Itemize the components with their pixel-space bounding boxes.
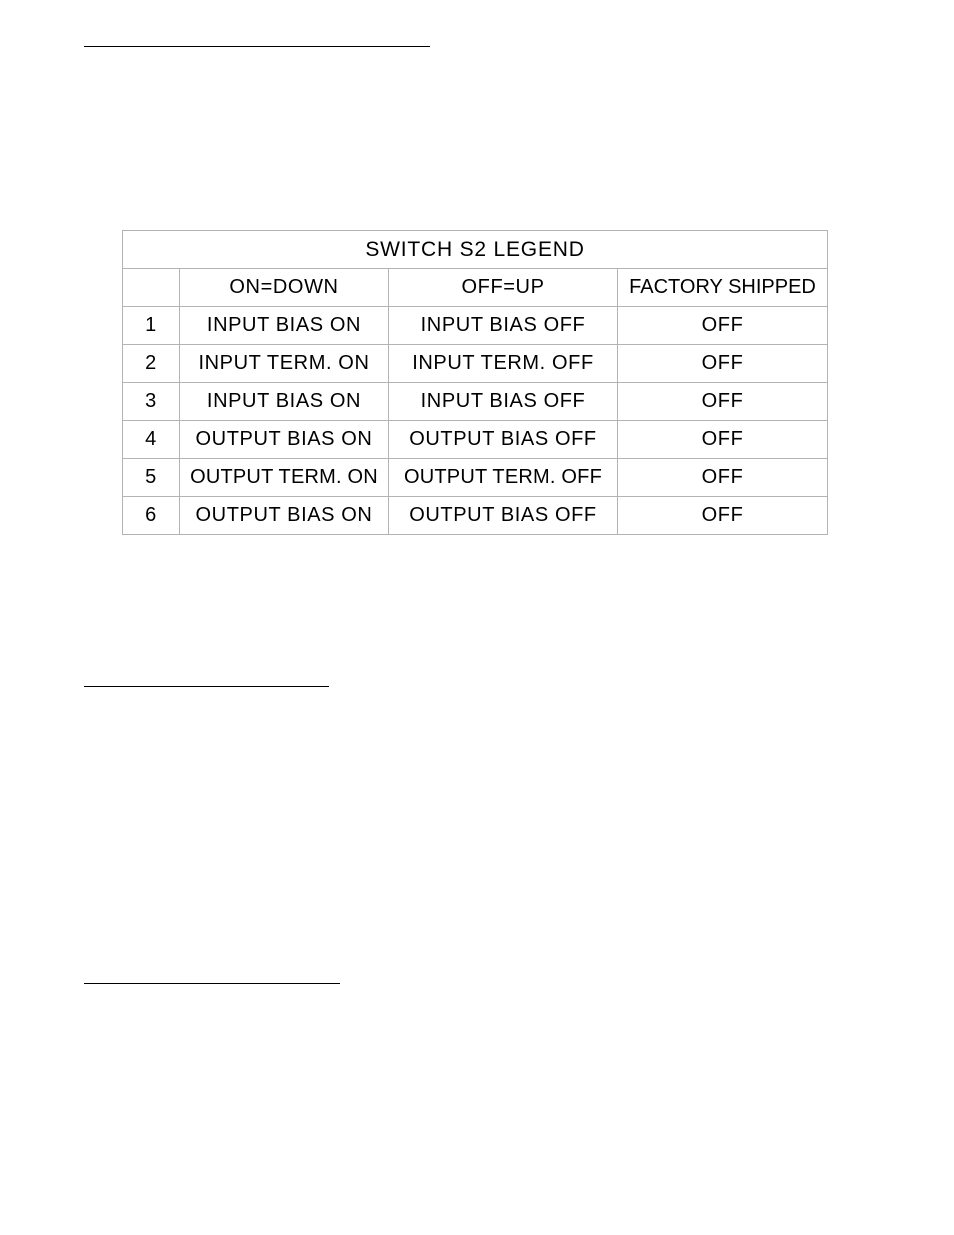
table-title-row [123, 231, 828, 269]
off-setting: INPUT TERM. OFF [389, 345, 618, 383]
table-title: SWITCH S2 LEGEND [123, 231, 828, 269]
switch-number: 2 [123, 345, 180, 383]
section-rule-middle [84, 686, 329, 687]
factory-setting: OFF [618, 383, 828, 421]
header-off-up: OFF=UP [389, 269, 618, 307]
off-setting: OUTPUT TERM. OFF [389, 459, 618, 497]
section-rule-bottom [84, 983, 340, 984]
switch-number: 1 [123, 307, 180, 345]
switch-number: 6 [123, 497, 180, 535]
section-rule-top [84, 46, 430, 47]
switch-legend-table [122, 230, 828, 535]
on-setting: INPUT BIAS ON [180, 383, 389, 421]
factory-setting: OFF [618, 421, 828, 459]
on-setting: OUTPUT BIAS ON [180, 497, 389, 535]
off-setting: INPUT BIAS OFF [389, 383, 618, 421]
factory-setting: OFF [618, 345, 828, 383]
factory-setting: OFF [618, 307, 828, 345]
switch-number: 4 [123, 421, 180, 459]
header-on-down: ON=DOWN [180, 269, 389, 307]
on-setting: OUTPUT BIAS ON [180, 421, 389, 459]
table-row [123, 459, 828, 497]
table-header-row [123, 269, 828, 307]
factory-setting: OFF [618, 497, 828, 535]
on-setting: OUTPUT TERM. ON [180, 459, 389, 497]
header-number [123, 269, 180, 307]
off-setting: INPUT BIAS OFF [389, 307, 618, 345]
table-row [123, 383, 828, 421]
table-row [123, 421, 828, 459]
header-factory-shipped: FACTORY SHIPPED [618, 269, 828, 307]
switch-number: 5 [123, 459, 180, 497]
off-setting: OUTPUT BIAS OFF [389, 497, 618, 535]
off-setting: OUTPUT BIAS OFF [389, 421, 618, 459]
factory-setting: OFF [618, 459, 828, 497]
on-setting: INPUT BIAS ON [180, 307, 389, 345]
switch-number: 3 [123, 383, 180, 421]
table-row [123, 345, 828, 383]
table-row [123, 307, 828, 345]
on-setting: INPUT TERM. ON [180, 345, 389, 383]
table-row [123, 497, 828, 535]
